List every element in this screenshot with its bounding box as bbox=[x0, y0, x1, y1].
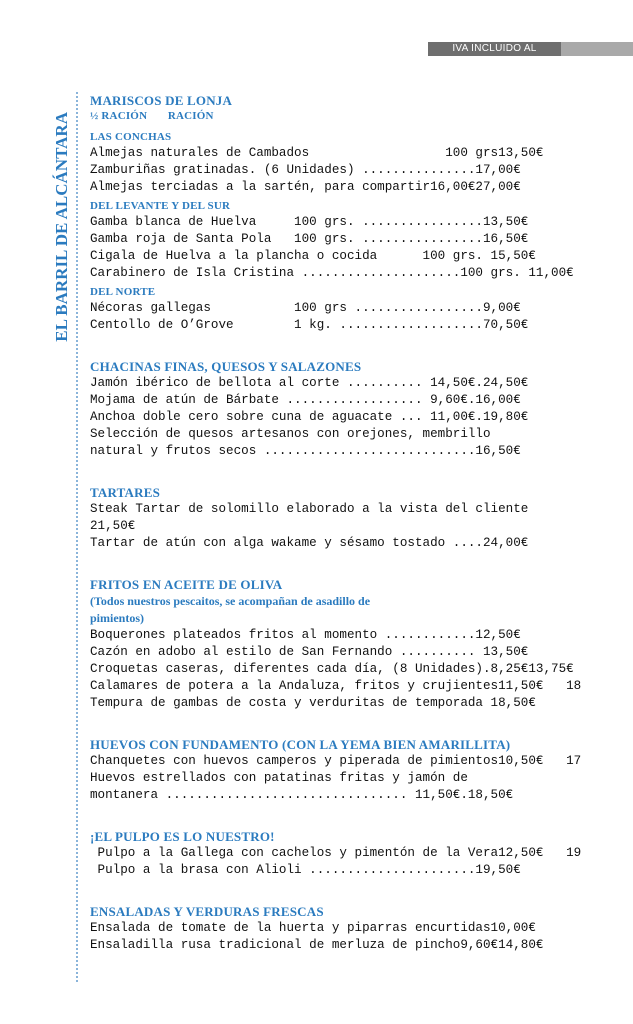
menu-item: Carabinero de Isla Cristina .....................100 grs. 11,00€ bbox=[90, 266, 574, 280]
section-note: pimientos) bbox=[90, 611, 144, 625]
menu-item: Huevos estrellados con patatinas fritas y jamón de bbox=[90, 771, 468, 785]
menu-item: Steak Tartar de solomillo elaborado a la vista del cliente bbox=[90, 502, 529, 516]
menu-item: natural y frutos secos ............................16,50€ bbox=[90, 444, 521, 458]
menu-item: Chanquetes con huevos camperos y piperada de pimientos10,50€ 17 bbox=[90, 754, 582, 768]
section-title-fritos: FRITOS EN ACEITE DE OLIVA bbox=[90, 577, 283, 592]
restaurant-name: EL BARRIL DE ALCÁNTARA bbox=[52, 112, 71, 342]
side-divider bbox=[76, 92, 78, 982]
menu-item: Ensalada de tomate de la huerta y piparras encurtidas10,00€ bbox=[90, 921, 536, 935]
menu-item: Pulpo a la brasa con Alioli ......................19,50€ bbox=[90, 863, 521, 877]
menu-item: Almejas terciadas a la sartén, para compartir16,00€27,00€ bbox=[90, 180, 521, 194]
section-title-chacinas: CHACINAS FINAS, QUESOS Y SALAZONES bbox=[90, 359, 362, 374]
menu-item: Jamón ibérico de bellota al corte .......... 14,50€.24,50€ bbox=[90, 376, 529, 390]
menu-item: Nécoras gallegas 100 grs .................9,00€ bbox=[90, 301, 521, 315]
section-note: (Todos nuestros pescaitos, se acompañan de asadillo de bbox=[90, 594, 371, 608]
side-title bbox=[44, 92, 80, 362]
menu-item: montanera ................................ 11,50€.18,50€ bbox=[90, 788, 514, 802]
menu-item: Gamba blanca de Huelva 100 grs. ................13,50€ bbox=[90, 215, 529, 229]
section-title-tartares: TARTARES bbox=[90, 485, 161, 500]
subsection-title-conchas: LAS CONCHAS bbox=[90, 131, 172, 143]
menu-item: Tartar de atún con alga wakame y sésamo tostado ....24,00€ bbox=[90, 536, 529, 550]
menu-item: Almejas naturales de Cambados 100 grs13,50€ bbox=[90, 146, 544, 160]
subsection-title-norte: DEL NORTE bbox=[90, 286, 156, 298]
menu-item: Pulpo a la Gallega con cachelos y pimentón de la Vera12,50€ 19 bbox=[90, 846, 582, 860]
section-title-mariscos: MARISCOS DE LONJA bbox=[90, 93, 233, 108]
menu-item: Cazón en adobo al estilo de San Fernando .......... 13,50€ bbox=[90, 645, 529, 659]
subsection-title-levante: DEL LEVANTE Y DEL SUR bbox=[90, 200, 231, 212]
menu-item: Centollo de O’Grove 1 kg. ...................70,50€ bbox=[90, 318, 529, 332]
section-title-pulpo: ¡EL PULPO ES LO NUESTRO! bbox=[90, 829, 275, 844]
menu-item: Calamares de potera a la Andaluza, fritos y crujientes11,50€ 18 bbox=[90, 679, 582, 693]
menu-item: 21,50€ bbox=[90, 519, 136, 533]
menu-content bbox=[90, 92, 633, 954]
menu-item: Tempura de gambas de costa y verduritas de temporada 18,50€ bbox=[90, 696, 536, 710]
menu-item: Croquetas caseras, diferentes cada día, (8 Unidades).8,25€13,75€ bbox=[90, 662, 574, 676]
menu-item: Ensaladilla rusa tradicional de merluza de pincho9,60€14,80€ bbox=[90, 938, 544, 952]
menu-item: Anchoa doble cero sobre cuna de aguacate ... 11,00€.19,80€ bbox=[90, 410, 529, 424]
menu-item: Cigala de Huelva a la plancha o cocida 100 grs. 15,50€ bbox=[90, 249, 536, 263]
section-title-huevos: HUEVOS CON FUNDAMENTO (CON LA YEMA BIEN AMARILLITA) bbox=[90, 737, 511, 752]
menu-item: Selección de quesos artesanos con orejones, membrillo bbox=[90, 427, 491, 441]
portion-columns: ½ RACIÓN RACIÓN bbox=[90, 110, 214, 122]
menu-item: Mojama de atún de Bárbate .................. 9,60€.16,00€ bbox=[90, 393, 521, 407]
menu-item: Zamburiñas gratinadas. (6 Unidades) ...............17,00€ bbox=[90, 163, 521, 177]
menu-item: Gamba roja de Santa Pola 100 grs. ................16,50€ bbox=[90, 232, 529, 246]
iva-label: IVA INCLUIDO AL bbox=[428, 42, 561, 56]
section-title-ensaladas: ENSALADAS Y VERDURAS FRESCAS bbox=[90, 904, 324, 919]
menu-item: Boquerones plateados fritos al momento ............12,50€ bbox=[90, 628, 521, 642]
